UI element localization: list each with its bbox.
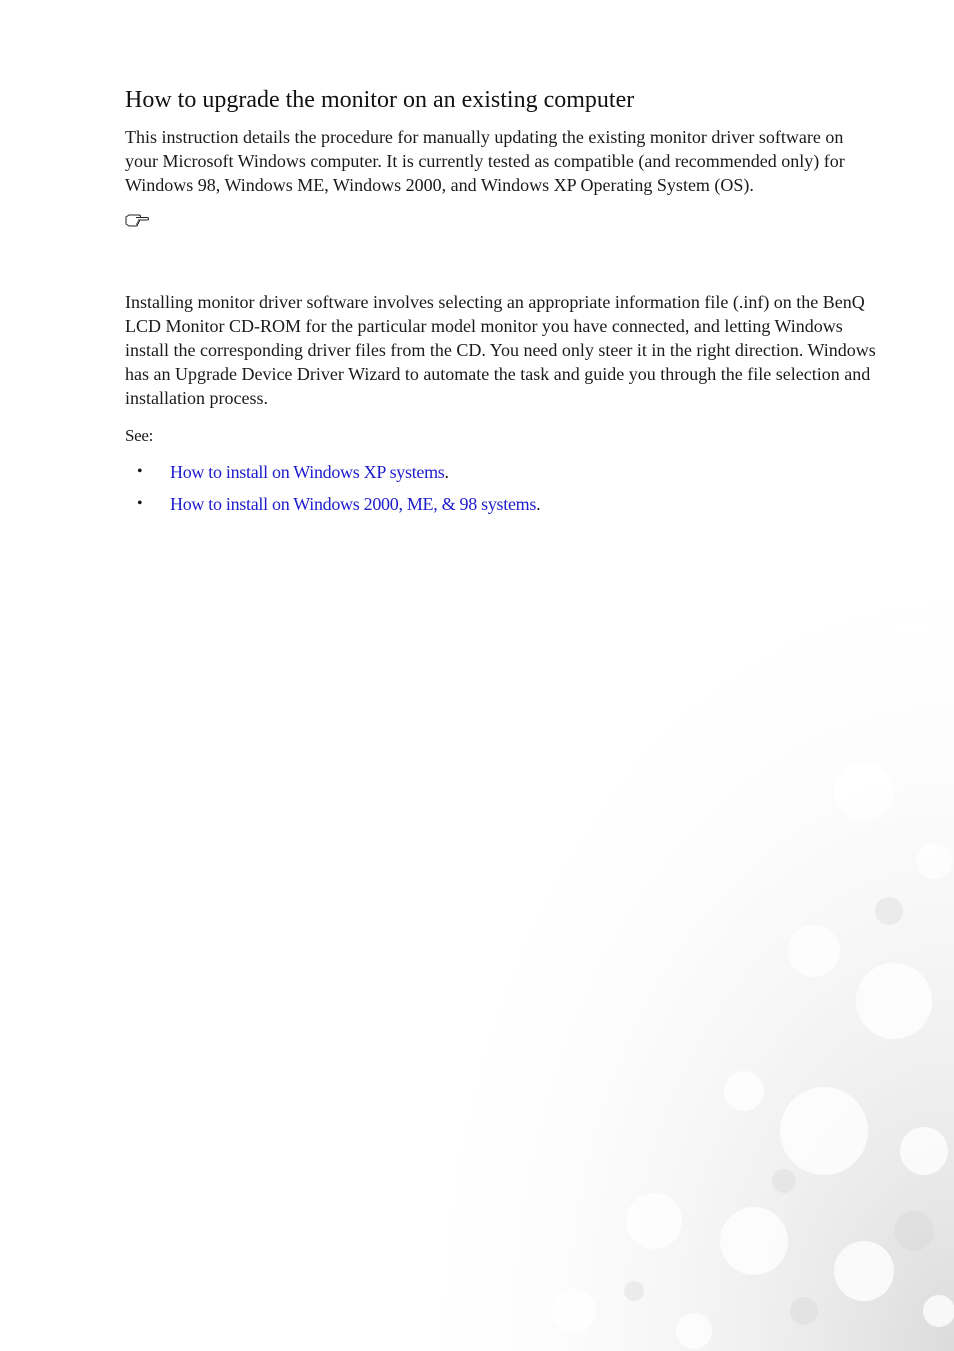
list-item xyxy=(125,456,877,488)
intro-paragraph: This instruction details the procedure for manually updating the existing monitor driver software on your Microsoft Windows computer. It is currently tested as compatible (and recommended only) for Windows 98, Windows ME, Windows 2000, and Windows XP Operating System (OS). xyxy=(125,127,845,195)
link-suffix: . xyxy=(444,462,449,482)
section-heading: How to upgrade the monitor on an existing computer xyxy=(125,87,635,113)
body-paragraph: Installing monitor driver software involves selecting an appropriate information file (.inf) on the BenQ LCD Monitor CD-ROM for the particular model monitor you have connected, and letting Windows install the corresponding driver files from the CD. You need only steer it in the right direction. Windows has an Upgrade Device Driver Wizard to automate the task and guide you through the file selection and installation process. xyxy=(125,292,876,408)
link-install-windows-2000-me-98[interactable]: How to install on Windows 2000, ME, & 98 systems xyxy=(170,494,537,514)
bullet-icon: • xyxy=(137,495,143,512)
see-label: See: xyxy=(125,426,154,445)
document-content xyxy=(125,84,877,520)
link-install-windows-xp[interactable]: How to install on Windows XP systems xyxy=(170,462,445,482)
bubble-background-decoration xyxy=(394,531,954,1351)
link-list xyxy=(125,456,877,520)
bullet-icon: • xyxy=(137,463,143,480)
pointing-hand-icon xyxy=(125,211,151,227)
note-row xyxy=(125,211,877,241)
link-suffix: . xyxy=(536,494,541,514)
list-item xyxy=(125,488,877,520)
